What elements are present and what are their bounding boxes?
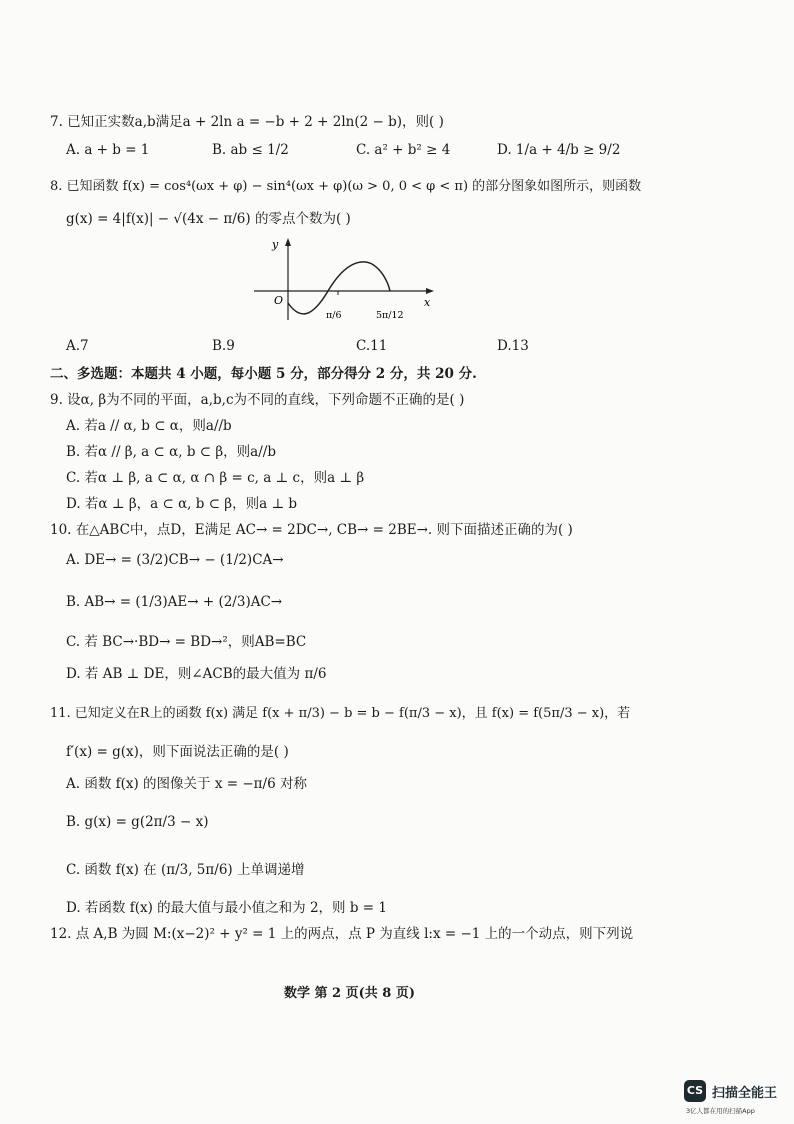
tick-label-5pi-12: 5π/12 [376, 310, 404, 321]
question-10-option-b: B. AB→ = (1/3)AE→ + (2/3)AC→ [66, 594, 283, 610]
question-8-option-d: D.13 [497, 338, 529, 354]
question-9-option-d: D. 若α ⊥ β，a ⊂ α, b ⊂ β，则a ⊥ b [66, 496, 298, 512]
question-10-option-a: A. DE→ = (3/2)CB→ − (1/2)CA→ [66, 552, 284, 568]
question-11-option-c: C. 函数 f(x) 在 (π/3, 5π/6) 上单调递增 [66, 862, 305, 878]
y-axis-arrow [285, 238, 291, 246]
page-footer: 数学 第 2 页(共 8 页) [284, 986, 416, 1001]
logo-name: 扫描全能王 [712, 1086, 778, 1101]
sine-graph [250, 236, 440, 326]
question-9-option-b: B. 若α // β, a ⊂ α, b ⊂ β，则a//b [66, 444, 276, 460]
cs-logo-icon: CS [684, 1080, 706, 1102]
question-8-option-b: B.9 [212, 338, 235, 354]
question-7-stem: 7. 已知正实数a,b满足a + 2ln a = −b + 2 + 2ln(2 − b)，则( ) [50, 114, 444, 130]
scanner-watermark [684, 1080, 790, 1120]
question-7-option-c: C. a² + b² ≥ 4 [356, 142, 451, 158]
question-9-stem: 9. 设α, β为不同的平面，a,b,c为不同的直线，下列命题不正确的是( ) [50, 392, 465, 408]
section-2-header: 二、多选题：本题共 4 小题，每小题 5 分，部分得分 2 分，共 20 分. [50, 366, 477, 382]
question-7-option-a: A. a + b = 1 [66, 142, 150, 158]
question-11-option-b: B. g(x) = g(2π/3 − x) [66, 814, 209, 830]
x-axis-label: x [424, 296, 431, 309]
question-10-stem: 10. 在△ABC中，点D，E满足 AC→ = 2DC→, CB→ = 2BE→. 则下面描述正确的为( ) [50, 522, 573, 538]
question-8-stem-line2: g(x) = 4|f(x)| − √(4x − π/6) 的零点个数为( ) [66, 211, 351, 227]
y-axis-label: y [272, 238, 279, 251]
question-8-stem-line1: 8. 已知函数 f(x) = cos⁴(ωx + φ) − sin⁴(ωx + φ)(ω > 0, 0 < φ < π) 的部分图象如图所示，则函数 [50, 179, 642, 194]
origin-label: O [274, 294, 284, 307]
question-9-option-c: C. 若α ⊥ β, a ⊂ α, α ∩ β = c, a ⊥ c，则a ⊥ β [66, 470, 365, 486]
function-curve [288, 262, 390, 314]
question-9-option-a: A. 若a // α, b ⊂ α，则a//b [66, 418, 232, 434]
question-8-option-c: C.11 [356, 338, 388, 354]
question-7-option-d: D. 1/a + 4/b ≥ 9/2 [497, 142, 621, 158]
tick-label-pi-6: π/6 [326, 310, 342, 321]
question-7-option-b: B. ab ≤ 1/2 [212, 142, 289, 158]
question-11-option-a: A. 函数 f(x) 的图像关于 x = −π/6 对称 [66, 776, 307, 792]
question-12-stem: 12. 点 A,B 为圆 M:(x−2)² + y² = 1 上的两点，点 P 为直线 l:x = −1 上的一个动点，则下列说 [50, 926, 634, 942]
x-axis-arrow [426, 288, 434, 294]
question-11-stem-line2: f′(x) = g(x)，则下面说法正确的是( ) [66, 744, 289, 760]
question-10-option-d: D. 若 AB ⊥ DE，则∠ACB的最大值为 π/6 [66, 666, 327, 682]
question-10-option-c: C. 若 BC→·BD→ = BD→²，则AB=BC [66, 634, 307, 650]
question-11-stem-line1: 11. 已知定义在R上的函数 f(x) 满足 f(x + π/3) − b = b − f(π/3 − x)，且 f(x) = f(5π/3 − x)，若 [50, 706, 631, 721]
question-8-option-a: A.7 [66, 338, 89, 354]
question-11-option-d: D. 若函数 f(x) 的最大值与最小值之和为 2，则 b = 1 [66, 900, 387, 916]
logo-tagline: 3亿人都在用的扫描App [686, 1107, 755, 1115]
